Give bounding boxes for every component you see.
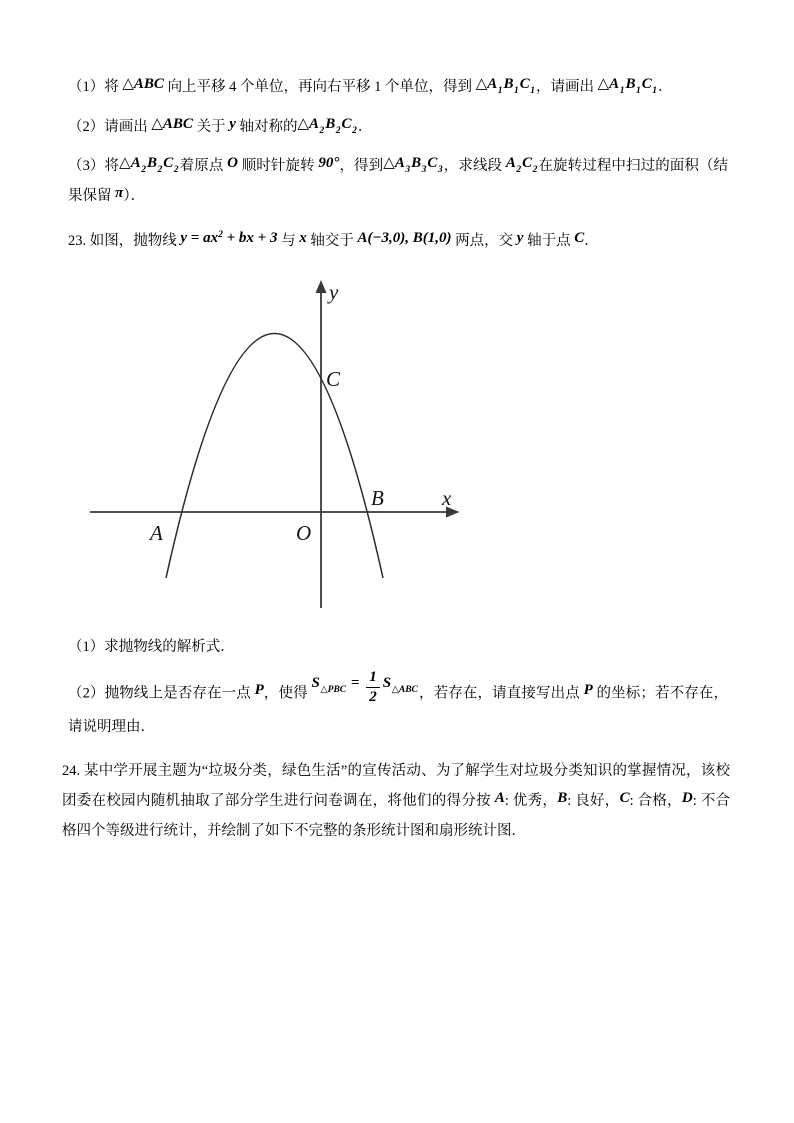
q23-intro-text: 23. 如图，抛物线 $y = ax^2$ + bx + 3 与 x 轴交于 A(−3,0), B(1,0) 两点，交 y 轴于点 C． (68, 230, 599, 249)
q22-part2-text: （2）请画出 △ABC 关于 y 轴对称的$\triangle A_2B_2C_2$． (68, 116, 373, 136)
q23-part2-text: （2）抛物线上是否存在一点 P，使得 $S_{\triangle PBC}$ = $\frac{1}{2}$ $S_{\triangle ABC}$，若存在，请直接写出点 P 的坐标；若不存在，请说明理由． (68, 669, 729, 735)
q22-part3-text: （3）将$\triangle A_2B_2C_2$着原点 O 顺时针旋转 90°，得到$\triangle A_3B_3C_3$，求线段 $A_2C_2$在旋转过程中扫过的面积（结果保留 π）． (68, 155, 729, 204)
x-axis-label: x (442, 486, 452, 510)
q24-intro-text: 24. 某中学开展主题为“垃圾分类，绿色生活”的宣传活动、为了解学生对垃圾分类知识的掌握情况，该校团委在校园内随机抽取了部分学生进行问卷调在，将他们的得分按 A: 优秀，B: 良好，C: 合格，D: 不合格四个等级进行统计，并绘制了如下不完整的条形统计图和扇形统计图． (62, 763, 731, 839)
q23-part1-text: （1）求抛物线的解析式． (68, 639, 235, 655)
y-axis-label: y (329, 280, 339, 304)
parabola-curve (166, 334, 383, 579)
point-a-label: A (150, 521, 163, 545)
q22-part1-text: （1）将 △ABC 向上平移 4 个单位，再向右平移 1 个单位，得到 $\triangle A_1B_1C_1$，请画出 $\triangle A_1B_1C_1$． (68, 76, 673, 96)
origin-label: O (296, 521, 312, 545)
point-b-label: B (371, 486, 384, 510)
y-axis-arrow-icon (316, 280, 327, 293)
point-c-label: C (326, 367, 341, 391)
parabola-figure (85, 274, 465, 614)
